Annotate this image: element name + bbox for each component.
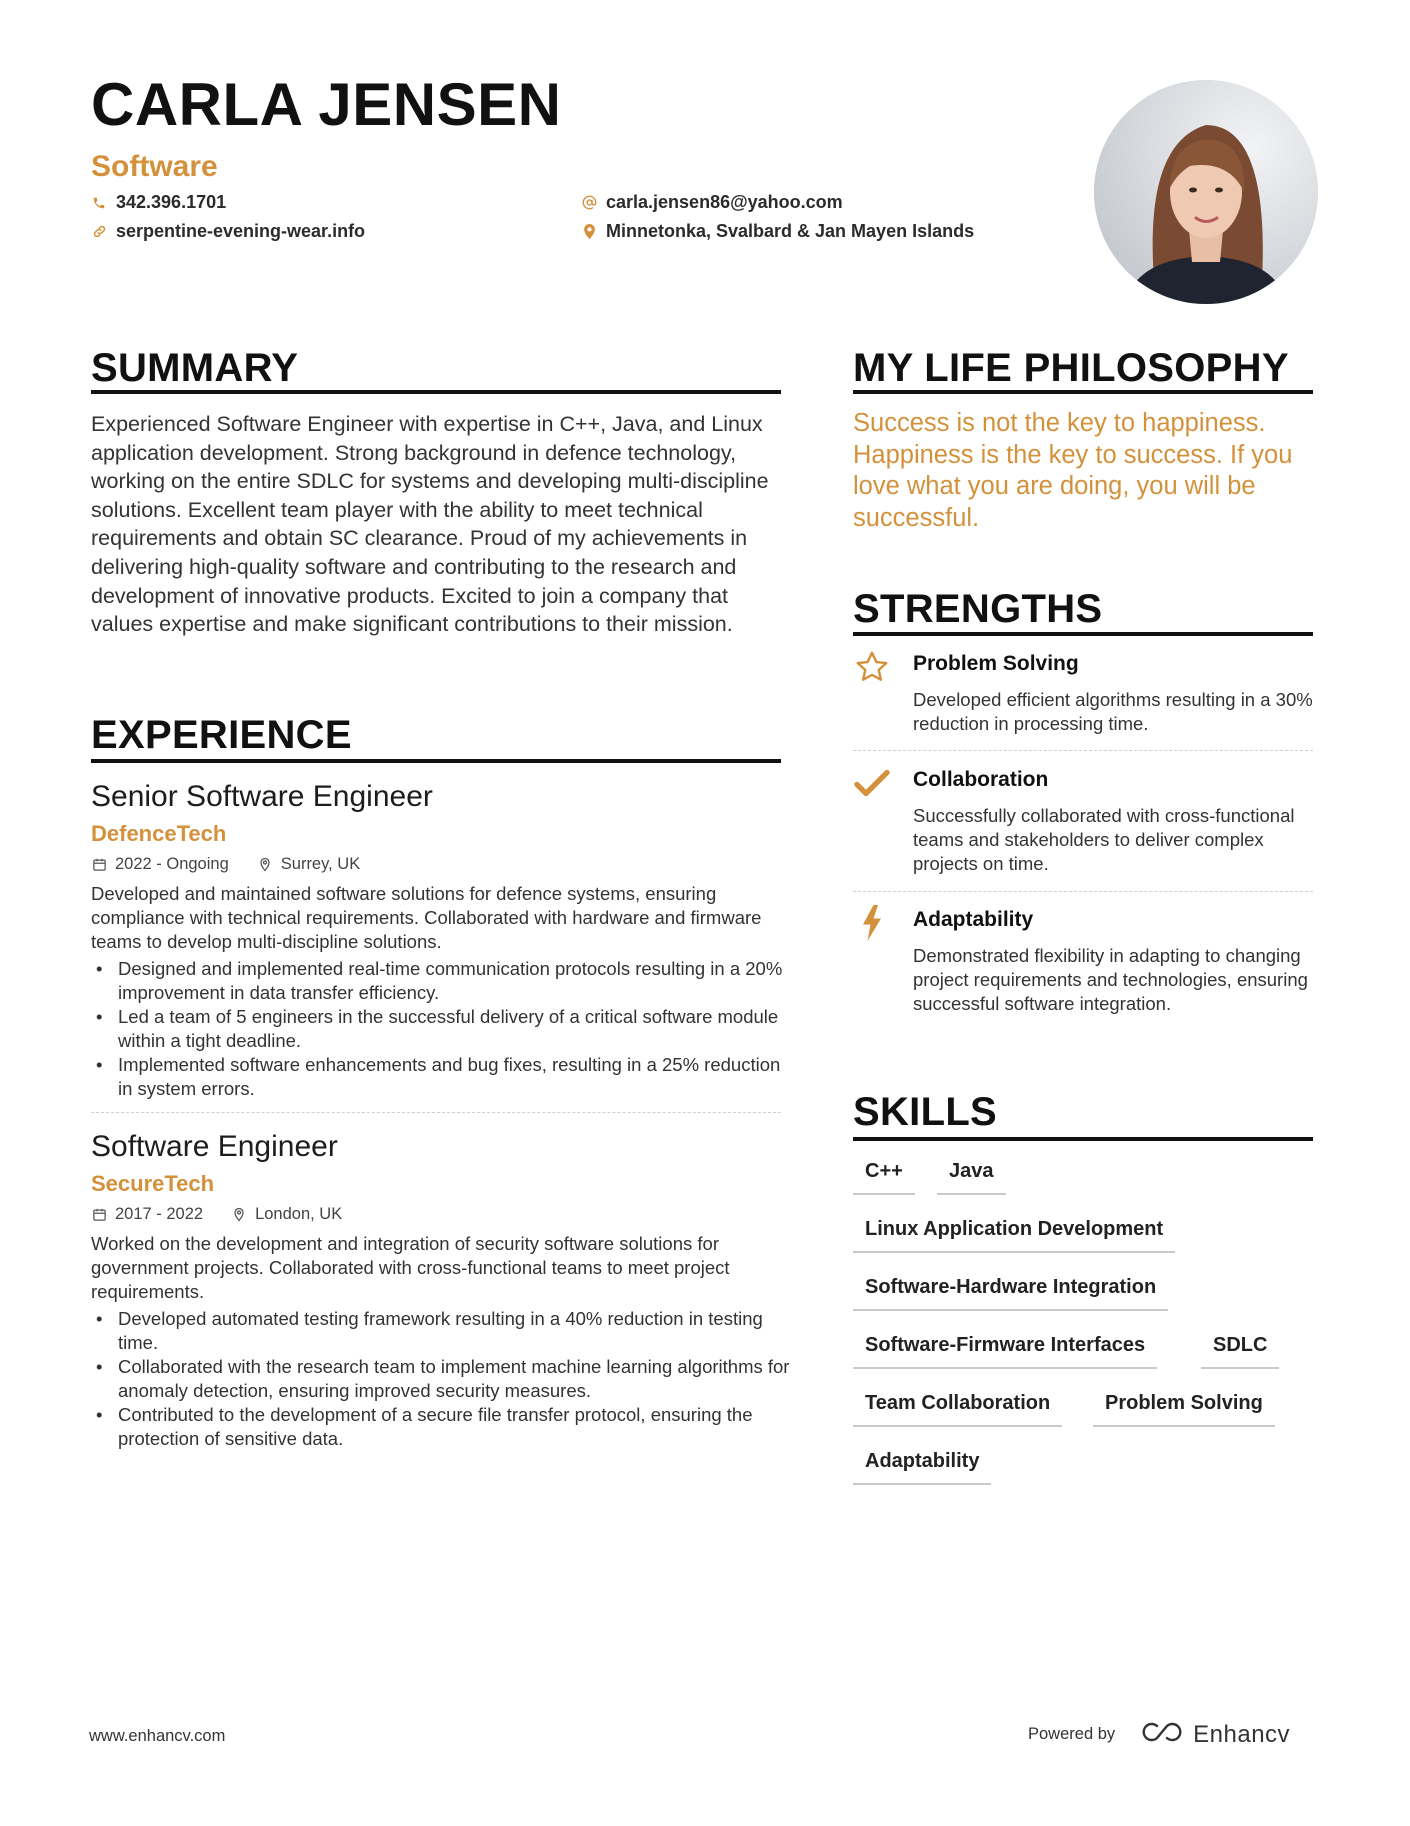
strength-description: Developed efficient algorithms resulting in a 30% reduction in processing time. bbox=[913, 689, 1313, 734]
job-location: Surrey, UK bbox=[257, 855, 360, 874]
location-pin-icon bbox=[257, 857, 273, 873]
contact-phone bbox=[91, 192, 226, 213]
skill-tag: Linux Application Development bbox=[853, 1218, 1175, 1253]
job-title: Software Engineer bbox=[91, 1130, 338, 1163]
list-item: • Developed automated testing framework resulting in a 40% reduction in testing time. bbox=[91, 1307, 791, 1355]
strength-description: Demonstrated flexibility in adapting to changing project requirements and technologies, ensuring successful software integration. bbox=[913, 945, 1308, 1014]
experience-divider bbox=[91, 759, 781, 763]
strength-item bbox=[853, 904, 1313, 1044]
job-company: DefenceTech bbox=[91, 821, 227, 846]
strength-separator bbox=[853, 750, 1313, 751]
strength-separator bbox=[853, 891, 1313, 892]
strengths-divider bbox=[853, 632, 1313, 636]
brand-name: Enhancv bbox=[1193, 1720, 1291, 1748]
skill-tag: Software-Hardware Integration bbox=[853, 1276, 1168, 1311]
summary-heading: SUMMARY bbox=[91, 346, 299, 390]
contact-location bbox=[581, 221, 974, 242]
strength-item bbox=[853, 764, 1313, 874]
list-item: • Contributed to the development of a secure file transfer protocol, ensuring the protection of sensitive data. bbox=[91, 1403, 791, 1451]
skill-tag: Team Collaboration bbox=[853, 1392, 1062, 1427]
summary-text: Experienced Software Engineer with expertise in C++, Java, and Linux application development. Strong background in defence technology, working on the entire SDLC for systems and developing multi-discipline solutions. Excellent team player with the ability to meet technical requirements and obtain SC clearance. Proud of my achievements in delivering high-quality software and contributing to the research and development of innovative products. Excited to join a company that values expertise and make significant contributions to their mission. bbox=[91, 412, 769, 637]
philosophy-heading: MY LIFE PHILOSOPHY bbox=[853, 346, 1289, 390]
enhancv-logo-icon bbox=[1139, 1720, 1185, 1749]
job-location: London, UK bbox=[231, 1205, 342, 1224]
star-icon bbox=[853, 648, 891, 686]
candidate-name: CARLA JENSEN bbox=[91, 71, 562, 138]
skills-divider bbox=[853, 1137, 1313, 1141]
candidate-headline: Software bbox=[91, 150, 218, 183]
skill-tag: C++ bbox=[853, 1160, 915, 1195]
email-text[interactable]: carla.jensen86@yahoo.com bbox=[606, 192, 843, 212]
job-dates: 2022 - Ongoing bbox=[91, 855, 229, 874]
calendar-icon bbox=[91, 857, 107, 873]
skill-tag: SDLC bbox=[1201, 1334, 1279, 1369]
job-meta bbox=[91, 855, 388, 874]
list-item: • Collaborated with the research team to implement machine learning algorithms for anomaly detection, ensuring improved security measures. bbox=[91, 1355, 791, 1403]
skill-tag: Software-Firmware Interfaces bbox=[853, 1334, 1157, 1369]
list-item: • Implemented software enhancements and bug fixes, resulting in a 25% reduction in system errors. bbox=[91, 1053, 791, 1101]
strength-description: Successfully collaborated with cross-functional teams and stakeholders to deliver complex projects on time. bbox=[913, 805, 1295, 874]
strength-title: Collaboration bbox=[913, 768, 1049, 791]
experience-heading: EXPERIENCE bbox=[91, 713, 352, 757]
strength-title: Problem Solving bbox=[913, 652, 1079, 675]
link-icon bbox=[91, 224, 107, 240]
phone-text: 342.396.1701 bbox=[116, 192, 227, 212]
lightning-icon bbox=[853, 904, 891, 942]
strength-item bbox=[853, 648, 1313, 738]
location-pin-icon bbox=[581, 224, 597, 240]
check-icon bbox=[853, 764, 891, 802]
website-text[interactable]: serpentine-evening-wear.info bbox=[116, 221, 366, 241]
location-text: Minnetonka, Svalbard & Jan Mayen Islands bbox=[606, 221, 975, 241]
job-meta bbox=[91, 1205, 370, 1224]
skills-list bbox=[853, 1160, 1313, 1520]
phone-icon bbox=[91, 195, 107, 211]
skills-heading: SKILLS bbox=[853, 1090, 998, 1134]
footer-branding[interactable] bbox=[1028, 1720, 1290, 1749]
philosophy-divider bbox=[853, 390, 1313, 394]
at-icon bbox=[581, 195, 597, 211]
summary-divider bbox=[91, 390, 781, 394]
skill-tag: Problem Solving bbox=[1093, 1392, 1275, 1427]
list-item: • Led a team of 5 engineers in the successful delivery of a critical software module within a tight deadline. bbox=[91, 1005, 791, 1053]
philosophy-quote: Success is not the key to happiness. Happiness is the key to success. If you love what you are doing, you will be successful. bbox=[853, 409, 1293, 532]
profile-photo bbox=[1094, 80, 1318, 304]
job-bullets bbox=[91, 957, 791, 1101]
contact-info bbox=[91, 192, 991, 252]
job-dates: 2017 - 2022 bbox=[91, 1205, 203, 1224]
footer-website[interactable]: www.enhancv.com bbox=[89, 1727, 226, 1745]
powered-by-label: Powered by bbox=[1028, 1725, 1116, 1743]
calendar-icon bbox=[91, 1207, 107, 1223]
strength-title: Adaptability bbox=[913, 908, 1034, 931]
skill-tag: Adaptability bbox=[853, 1450, 991, 1485]
list-item: • Designed and implemented real-time communication protocols resulting in a 20% improvement in data transfer efficiency. bbox=[91, 957, 791, 1005]
job-description: Developed and maintained software solutions for defence systems, ensuring compliance with technical requirements. Collaborated with hardware and firmware teams to develop multi-discipline solutions. bbox=[91, 883, 762, 952]
contact-email[interactable] bbox=[581, 192, 843, 213]
skill-tag: Java bbox=[937, 1160, 1006, 1195]
contact-website[interactable] bbox=[91, 221, 365, 242]
job-company: SecureTech bbox=[91, 1171, 215, 1196]
job-bullets bbox=[91, 1307, 791, 1451]
job-title: Senior Software Engineer bbox=[91, 780, 433, 813]
job-separator bbox=[91, 1112, 781, 1113]
strengths-heading: STRENGTHS bbox=[853, 587, 1103, 631]
location-pin-icon bbox=[231, 1207, 247, 1223]
job-description: Worked on the development and integration of security software solutions for government projects. Collaborated with cross-functional teams to meet project requirements. bbox=[91, 1233, 730, 1302]
